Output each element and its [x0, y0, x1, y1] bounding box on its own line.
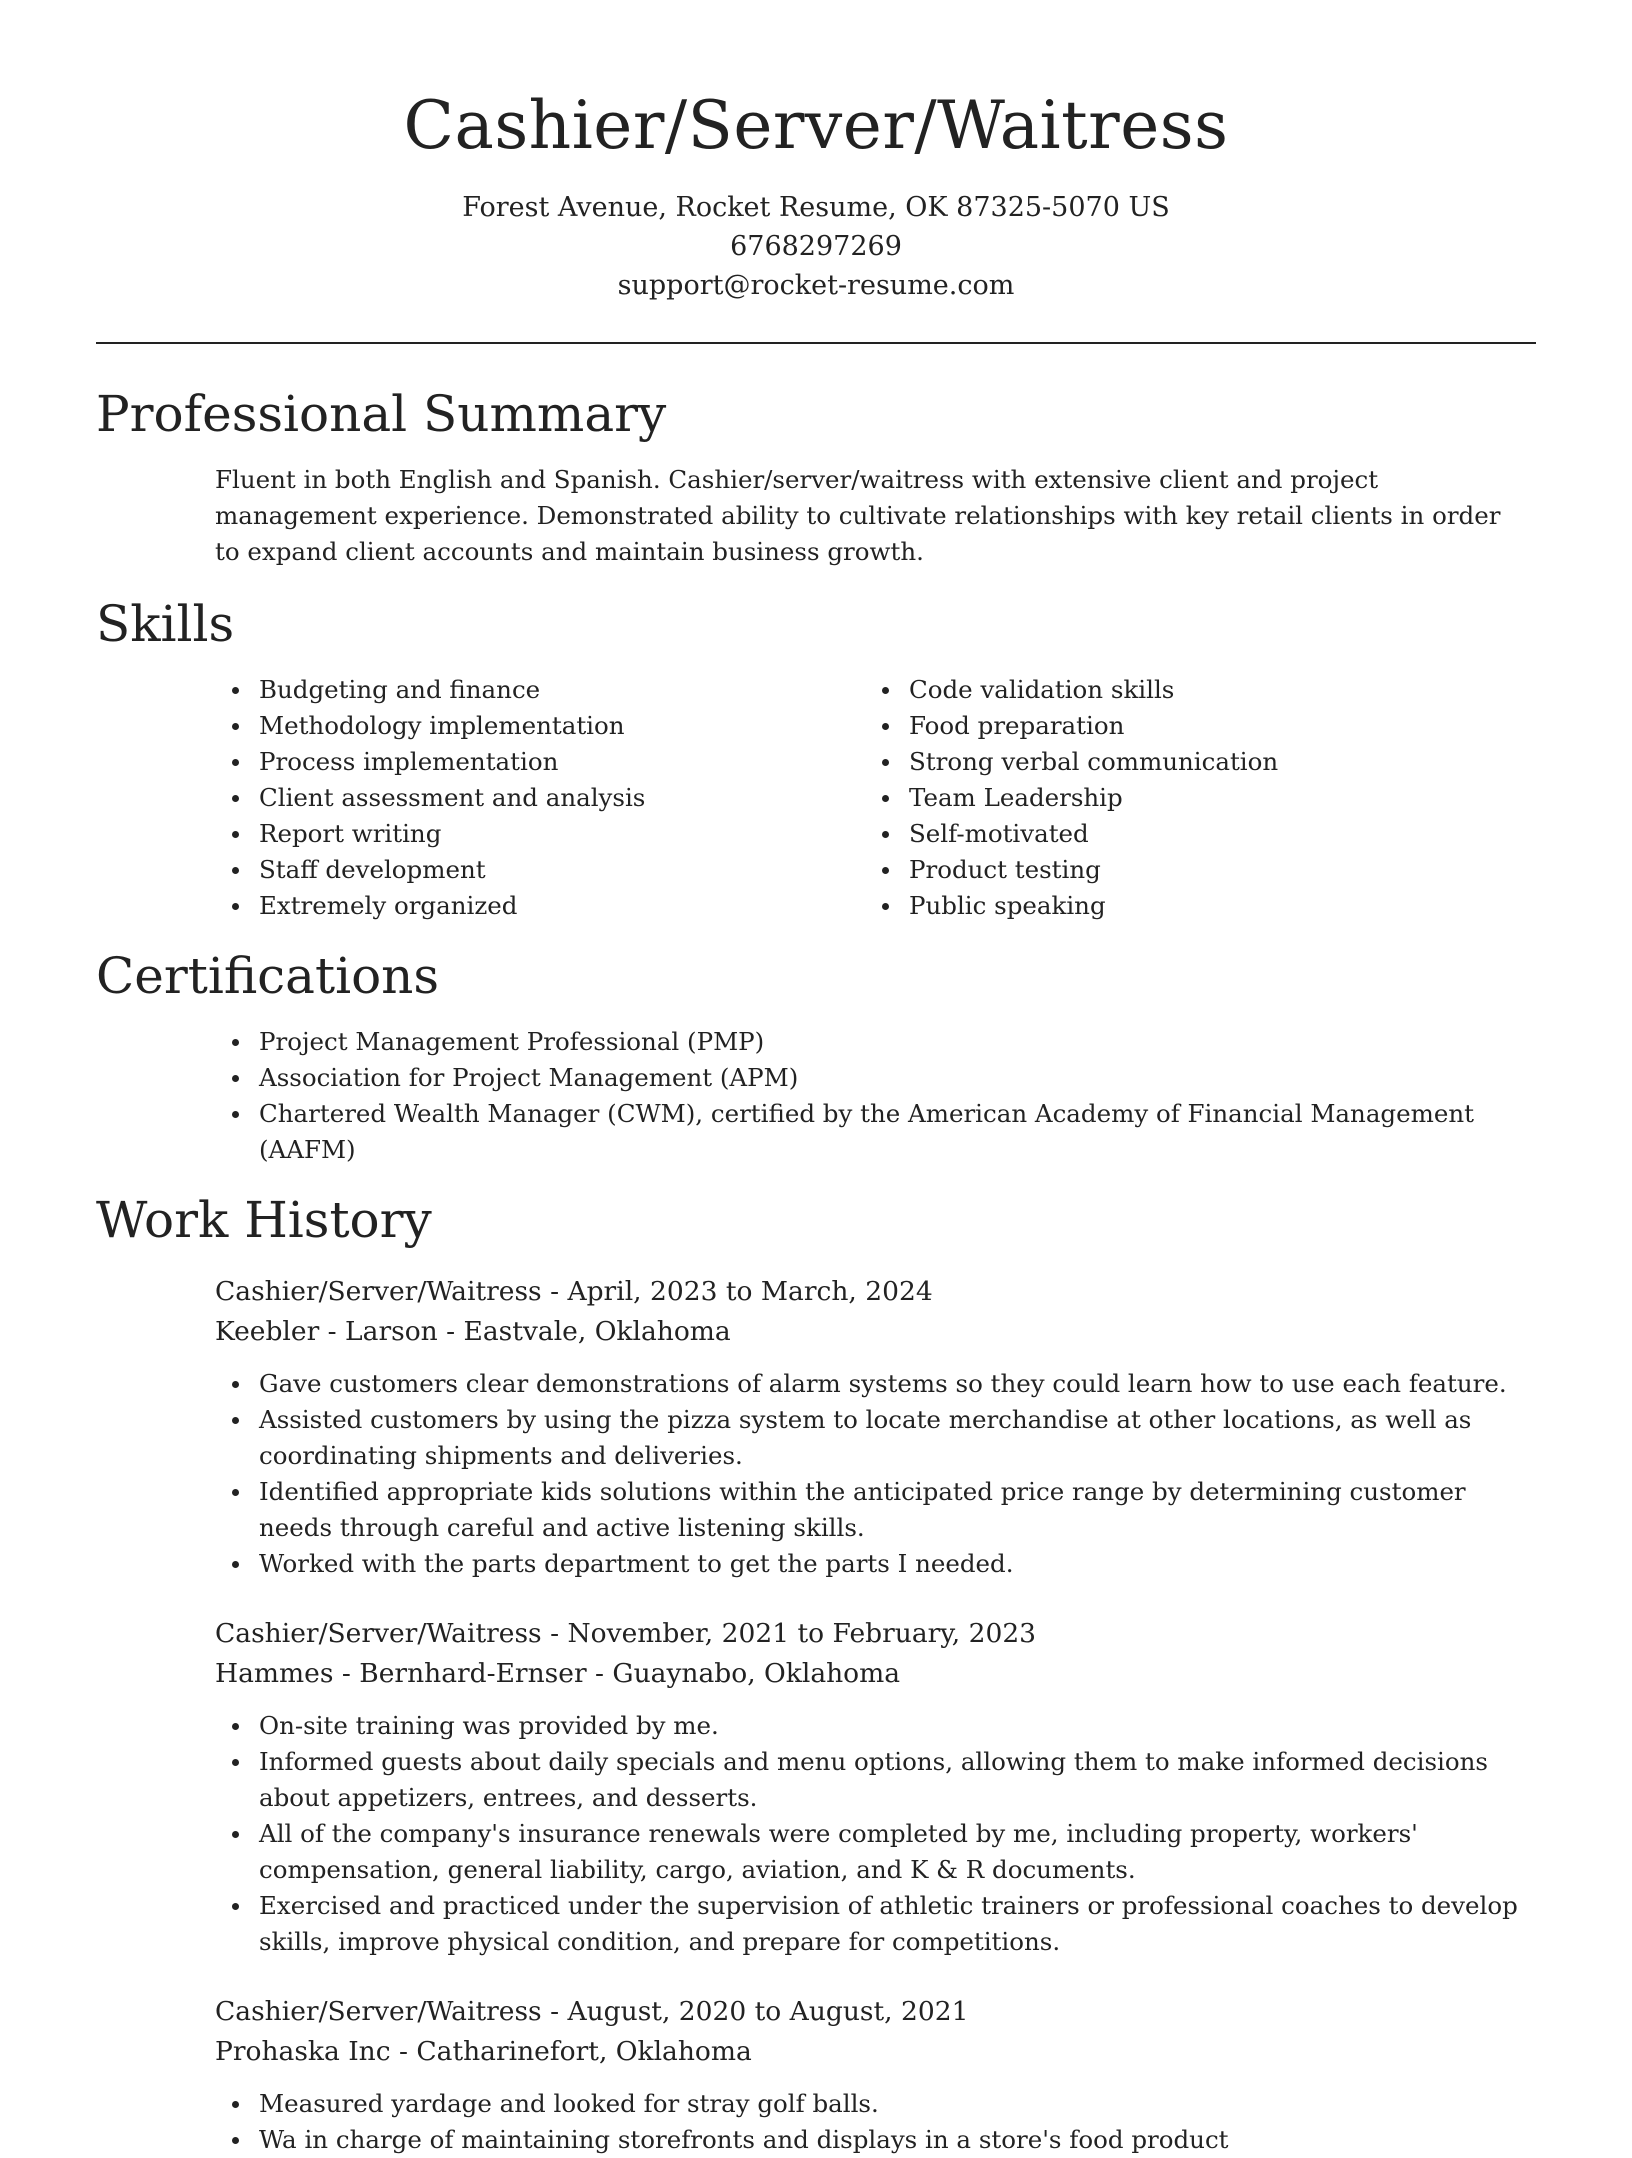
skills-left-column	[215, 672, 865, 924]
skills-right-column	[865, 672, 1515, 924]
skill-item: Public speaking	[865, 888, 1515, 924]
job-duty-item: All of the company's insurance renewals were completed by me, including property, workers' compensation, general liability, cargo, aviation, and K & R documents.	[215, 1816, 1545, 1888]
job-entry	[215, 1992, 1536, 2158]
skill-item: Methodology implementation	[215, 708, 865, 744]
header-divider	[96, 342, 1536, 344]
skills-columns	[215, 672, 1536, 924]
job-duties-list	[215, 2086, 1545, 2158]
contact-info	[0, 188, 1632, 305]
certifications-list	[215, 1024, 1536, 1168]
job-duties-list	[215, 1708, 1545, 1960]
skill-item: Client assessment and analysis	[215, 780, 865, 816]
skill-item: Code validation skills	[865, 672, 1515, 708]
job-duty-item: On-site training was provided by me.	[215, 1708, 1545, 1744]
contact-email: support@rocket-resume.com	[617, 270, 1015, 301]
summary-heading: Professional Summary	[96, 385, 667, 443]
skill-item: Food preparation	[865, 708, 1515, 744]
job-title-line: Cashier/Server/Waitress - April, 2023 to March, 2024	[215, 1276, 933, 1307]
skill-item: Staff development	[215, 852, 865, 888]
work-history-section	[96, 1190, 1536, 2158]
skill-item: Extremely organized	[215, 888, 865, 924]
job-company-line: Prohaska Inc - Catharinefort, Oklahoma	[215, 2036, 752, 2067]
job-entry	[215, 1272, 1536, 1582]
resume-header	[0, 0, 1632, 305]
job-title-line: Cashier/Server/Waitress - November, 2021 to February, 2023	[215, 1618, 1037, 1649]
certifications-heading: Certifications	[96, 947, 440, 1005]
job-duty-item: Measured yardage and looked for stray golf balls.	[215, 2086, 1545, 2122]
skill-item: Budgeting and finance	[215, 672, 865, 708]
certification-item: Association for Project Management (APM)	[215, 1060, 1536, 1096]
summary-text: Fluent in both English and Spanish. Cashier/server/waitress with extensive client and project management experience. Demonstrated ability to cultivate relationships with key retail clients in order to expand client accounts and maintain business growth.	[215, 465, 1501, 566]
job-duty-item: Worked with the parts department to get the parts I needed.	[215, 1546, 1545, 1582]
job-duty-item: Exercised and practiced under the supervision of athletic trainers or professional coaches to develop skills, improve physical condition, and prepare for competitions.	[215, 1888, 1545, 1960]
job-title-line: Cashier/Server/Waitress - August, 2020 to August, 2021	[215, 1996, 969, 2027]
job-company-line: Hammes - Bernhard-Ernser - Guaynabo, Oklahoma	[215, 1658, 901, 1689]
certifications-section	[96, 946, 1536, 1168]
candidate-name: Cashier/Server/Waitress	[403, 87, 1229, 164]
job-duty-item: Informed guests about daily specials and menu options, allowing them to make informed decisions about appetizers, entrees, and desserts.	[215, 1744, 1545, 1816]
contact-phone: 6768297269	[730, 231, 902, 262]
contact-address: Forest Avenue, Rocket Resume, OK 87325-5070 US	[462, 192, 1170, 223]
skill-item: Process implementation	[215, 744, 865, 780]
job-company-line: Keebler - Larson - Eastvale, Oklahoma	[215, 1316, 731, 1347]
skills-section	[96, 594, 1536, 924]
skill-item: Strong verbal communication	[865, 744, 1515, 780]
job-duty-item: Identified appropriate kids solutions within the anticipated price range by determining customer needs through careful and active listening skills.	[215, 1474, 1545, 1546]
skills-heading: Skills	[96, 595, 235, 653]
job-entry	[215, 1614, 1536, 1960]
skill-item: Report writing	[215, 816, 865, 852]
summary-section	[96, 384, 1536, 570]
work-history-heading: Work History	[96, 1191, 432, 1249]
job-duties-list	[215, 1366, 1545, 1582]
job-duty-item: Wa in charge of maintaining storefronts and displays in a store's food product	[215, 2122, 1545, 2158]
skill-item: Team Leadership	[865, 780, 1515, 816]
job-duty-item: Gave customers clear demonstrations of alarm systems so they could learn how to use each feature.	[215, 1366, 1545, 1402]
certification-item: Chartered Wealth Manager (CWM), certified by the American Academy of Financial Management (AAFM)	[215, 1096, 1536, 1168]
job-duty-item: Assisted customers by using the pizza system to locate merchandise at other locations, as well as coordinating shipments and deliveries.	[215, 1402, 1545, 1474]
certification-item: Project Management Professional (PMP)	[215, 1024, 1536, 1060]
skill-item: Self-motivated	[865, 816, 1515, 852]
skill-item: Product testing	[865, 852, 1515, 888]
